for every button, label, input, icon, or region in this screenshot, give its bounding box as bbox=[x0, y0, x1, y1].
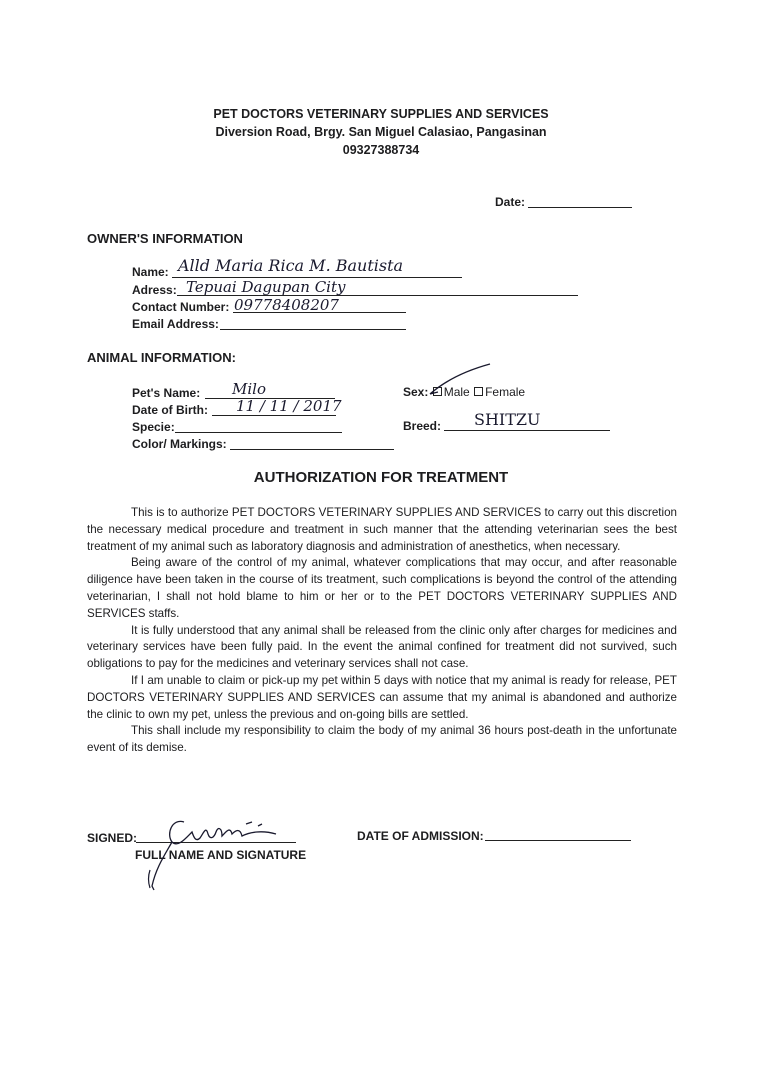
sex-label: Sex: bbox=[403, 385, 429, 399]
authorization-paragraph-2: Being aware of the control of my animal, whatever complications that may occur, and after reasonable diligence have been taken in the course of its treatment, such complications is beyond the control of the attending veterinarian, I shall not hold blame to him or her or to the PET DOCTORS VETERINARY SUPPLIES AND SERVICES staffs. bbox=[87, 556, 677, 620]
signature-caption: FULL NAME AND SIGNATURE bbox=[135, 848, 307, 862]
pet-name-handwriting: Milo bbox=[232, 380, 266, 398]
dob-label: Date of Birth: bbox=[132, 403, 208, 417]
owner-name-label: Name: bbox=[132, 265, 169, 279]
male-option-label: Male bbox=[443, 385, 470, 399]
admission-date-field[interactable] bbox=[485, 840, 631, 841]
contact-number-handwriting: 09778408207 bbox=[234, 296, 339, 314]
specie-field[interactable] bbox=[175, 432, 342, 433]
date-label: Date: bbox=[495, 195, 526, 209]
contact-number-label: Contact Number: bbox=[132, 300, 230, 314]
color-markings-label: Color/ Markings: bbox=[132, 437, 227, 451]
email-field[interactable] bbox=[220, 329, 406, 330]
breed-field[interactable] bbox=[444, 430, 610, 431]
animal-section-title: ANIMAL INFORMATION: bbox=[87, 350, 236, 365]
owner-address-handwriting: Tepuai Dagupan City bbox=[186, 278, 346, 296]
dob-field[interactable] bbox=[212, 415, 336, 416]
breed-label: Breed: bbox=[403, 419, 442, 433]
authorization-body bbox=[87, 505, 677, 757]
owner-name-handwriting: Alld Maria Rica M. Bautista bbox=[178, 256, 404, 275]
authorization-title: AUTHORIZATION FOR TREATMENT bbox=[253, 469, 509, 486]
male-checkmark-icon bbox=[428, 362, 494, 400]
dob-handwriting: 11 / 11 / 2017 bbox=[236, 397, 342, 415]
owner-section-title: OWNER'S INFORMATION bbox=[87, 231, 243, 246]
clinic-name: PET DOCTORS VETERINARY SUPPLIES AND SERVICES bbox=[213, 107, 549, 121]
signed-label: SIGNED: bbox=[87, 831, 138, 845]
authorization-paragraph-4: If I am unable to claim or pick-up my pet within 5 days with notice that my animal is ready for release, PET DOCTORS VETERINARY SUPPLIES AND SERVICES can assume that my animal is abandoned and authorize the clinic to own my pet, unless the previous and on-going bills are settled. bbox=[87, 673, 677, 721]
handwritten-signature bbox=[142, 808, 302, 894]
authorization-paragraph-3: It is fully understood that any animal shall be released from the clinic only after charges for medicines and veterinary services have been fully paid. In the event the animal confined for treatment did not survived, such obligations to pay for the medicines and veterinary services shall not case. bbox=[87, 623, 677, 671]
clinic-phone: 09327388734 bbox=[342, 143, 420, 157]
authorization-paragraph-5: This shall include my responsibility to claim the body of my animal 36 hours post-death in the unfortunate event of its demise. bbox=[87, 724, 677, 755]
specie-label: Specie: bbox=[132, 420, 175, 434]
email-label: Email Address: bbox=[132, 317, 219, 331]
admission-date-label: DATE OF ADMISSION: bbox=[357, 829, 484, 843]
color-markings-field[interactable] bbox=[230, 449, 394, 450]
breed-handwriting: SHITZU bbox=[474, 410, 541, 429]
pet-name-label: Pet's Name: bbox=[132, 386, 201, 400]
clinic-address: Diversion Road, Brgy. San Miguel Calasiao, Pangasinan bbox=[215, 125, 547, 139]
authorization-paragraph-1: This is to authorize PET DOCTORS VETERINARY SUPPLIES AND SERVICES to carry out this discretion the necessary medical procedure and treatment in such manner that the attending veterinarian sees the best treatment of my animal such as laboratory diagnosis and administration of anesthetics, when necessary. bbox=[87, 506, 677, 553]
date-field[interactable] bbox=[528, 207, 632, 208]
owner-address-label: Adress: bbox=[132, 283, 177, 297]
female-option-label: Female bbox=[485, 385, 526, 399]
